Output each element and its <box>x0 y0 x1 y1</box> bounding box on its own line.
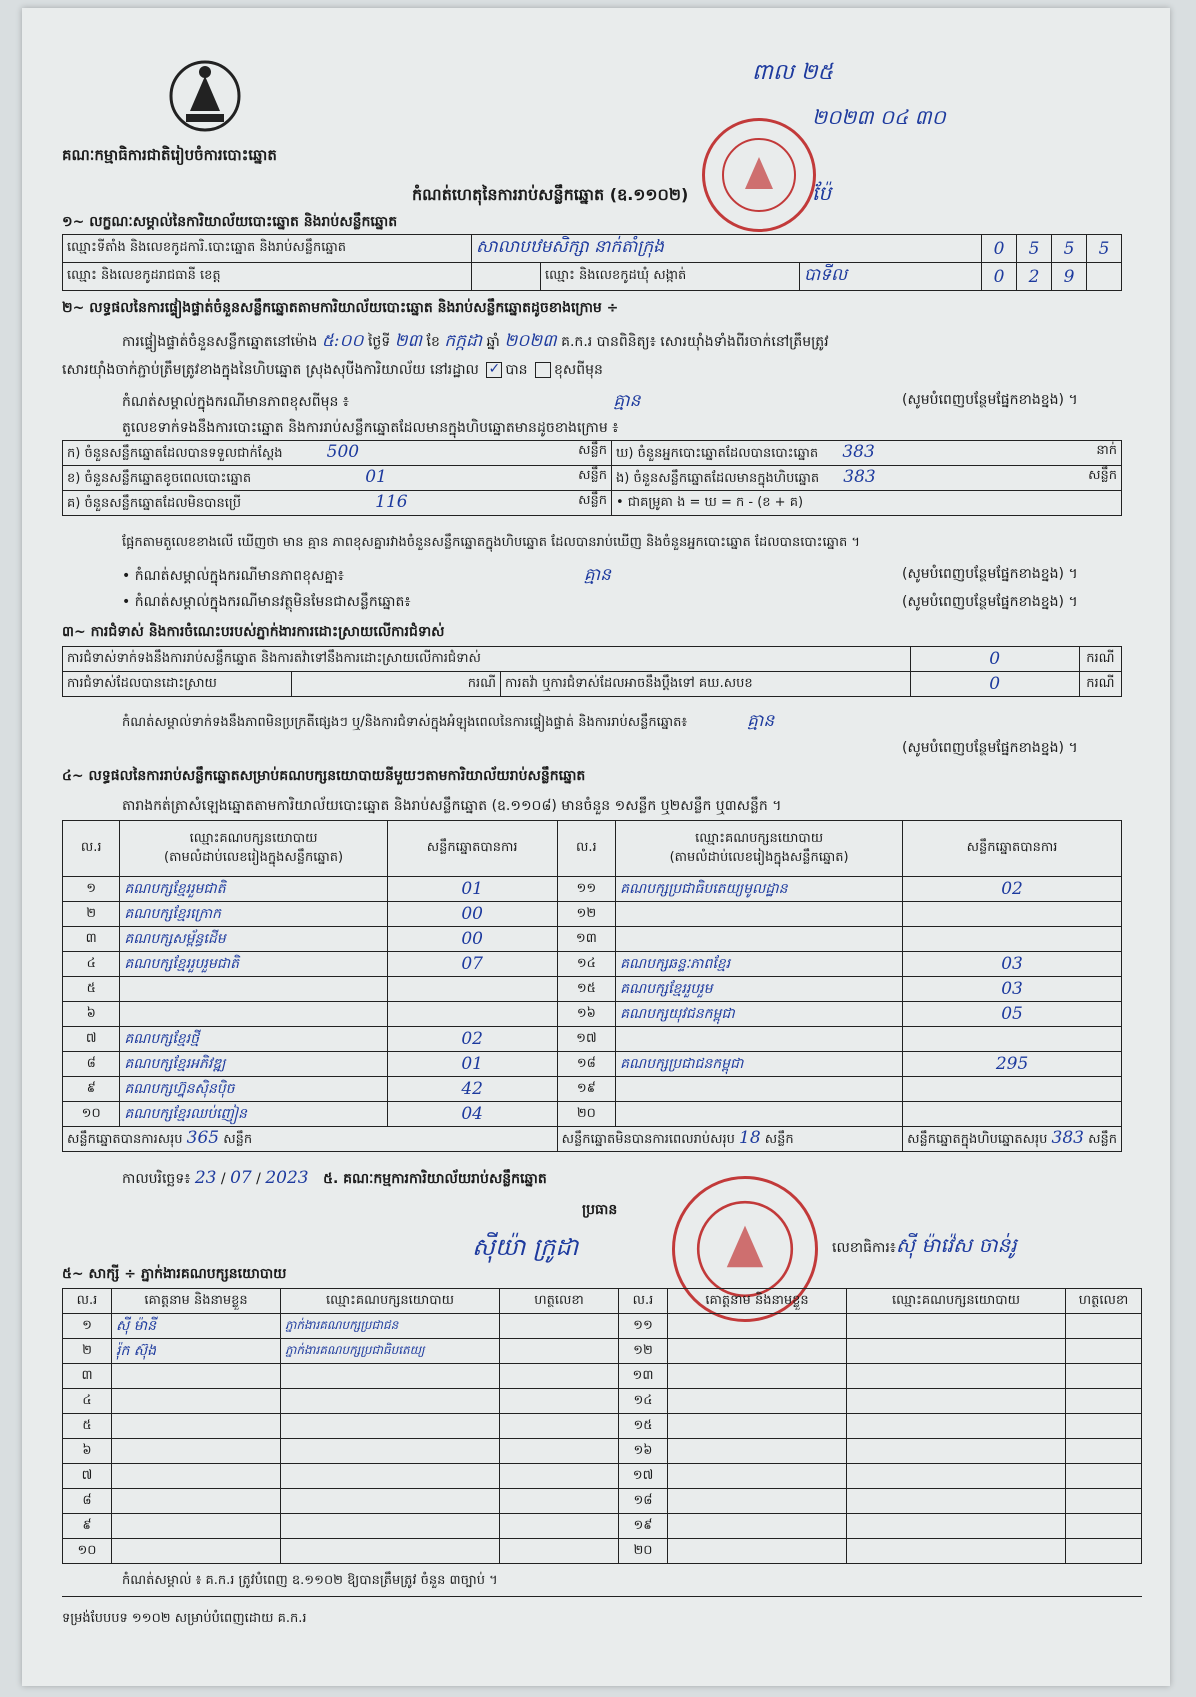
note1-suffix: (សូមបំពេញបន្ថែមផ្នែកខាងខ្នង) ។ <box>902 392 1078 408</box>
witness-signature <box>500 1464 619 1489</box>
witness-name <box>112 1389 281 1414</box>
witness-no: ៣ <box>63 1364 112 1389</box>
secretary: លេខាធិការ៖ស៊ី ម៉ាវ៉េស ចាន់រូ <box>832 1233 1017 1257</box>
note2-suffix: (សូមបំពេញបន្ថែមផ្នែកខាងខ្នង) ។ <box>902 566 1078 582</box>
commune-value: បាទីល <box>800 263 982 291</box>
form-sheet <box>22 8 1170 1686</box>
checkbox-yes[interactable]: ✓ <box>486 362 502 378</box>
witness-party <box>281 1364 500 1389</box>
party-name: គណបក្សខ្មែរឈប់ញៀន <box>120 1102 387 1127</box>
party-votes: 03 <box>903 952 1122 977</box>
section5-title: ៥~ សាក្សី ÷ ភ្នាក់ងារគណបក្សនយោបាយ <box>62 1266 287 1282</box>
witness-row <box>63 1414 1142 1439</box>
witness-no: ១៩ <box>619 1514 668 1539</box>
party-no: ១០ <box>63 1102 120 1127</box>
party-votes: 02 <box>387 1027 557 1052</box>
witness-name <box>112 1489 281 1514</box>
appeal-count: 0 <box>910 672 1079 697</box>
footer-text: ទម្រង់បែបបទ ១១០២ សម្រាប់បំពេញដោយ គ.ក.រ <box>62 1611 307 1626</box>
party-votes: 00 <box>387 927 557 952</box>
witness-no: ៨ <box>63 1489 112 1514</box>
verification-month: កក្កដា <box>444 331 483 351</box>
witness-name <box>112 1364 281 1389</box>
note2: • កំណត់សម្គាល់ក្នុងករណីមានភាពខុសគ្នា៖ គ្មាន <box>122 565 611 585</box>
chair-label: ប្រធាន <box>582 1202 618 1218</box>
party-no: ៦ <box>63 1002 120 1027</box>
witness-row <box>63 1539 1142 1564</box>
count-voters: ឃ) ចំនួនអ្នកបោះឆ្នោតដែលបានបោះឆ្នោត 383 នាក់ <box>612 441 1122 466</box>
commune-code-3: 9 <box>1052 263 1087 291</box>
corner-note: ពាល ២៥ <box>752 60 834 85</box>
witness-party <box>281 1464 500 1489</box>
footer-divider <box>62 1596 1142 1597</box>
total-valid: សន្លឹកឆ្នោតបានការសរុប 365 សន្លឹក <box>63 1127 558 1152</box>
witness-name <box>112 1414 281 1439</box>
objections-table: ការជំទាស់ទាក់ទងនឹងការរាប់សន្លឹកឆ្នោត និងការតវ៉ាទៅនឹងការដោះស្រាយលើការជំទាស់ 0 ករណី ការជំទាស់ដែលបានដោះស្រាយ ករណី ការតវ៉ា ឬការជំទាស់ដែលអាចនឹងប្តឹងទៅ គឃ.សបខ 0 ករណី <box>62 646 1122 697</box>
verification-day: ២៣ <box>394 331 423 351</box>
party-no: ៥ <box>63 977 120 1002</box>
results-table: ល.រ ឈ្មោះគណបក្សនយោបាយ (តាមលំដាប់លេខរៀងក្នុងសន្លឹកឆ្នោត) សន្លឹកឆ្នោតបានការ ល.រ ឈ្មោះគណបក្សនយោបាយ (តាមលំដាប់លេខរៀងក្នុងសន្លឹកឆ្នោត) សន្លឹកឆ្នោតបានការ ១ គណបក្សខ្មែររួមជាតិ 01 ១១ គណបក្សប្រជាធិបតេយ្យមូលដ្ឋាន 02 ២ គណបក្សខ្មែរក្រោក 00 ១២ ៣ គណបក្សសម្ព័ន្ធដើម 00 ១៣ ៤ គណបក្សខ្មែររួបរួមជាតិ 07 ១៤ គណបក្សឆន្ទៈភាពខ្មែរ 03 ៥ ១៥ គណបក្សខ្មែររួបរួម 03 ៦ ១៦ គណបក្សយុវជនកម្ពុជា 05 ៧ គណបក្សខ្មែរថ្មី 02 ១៧ ៨ គណបក្សខ្មែរអភិវឌ្ឍ 01 ១៨ គណបក្សប្រជាជនកម្ពុជា 295 ៩ គណបក្សហ្វ៊ុនស៊ិនប៉ិច 42 ១៩ ១០ គណបក្សខ្មែរឈប់ញៀន 04 ២០ សន្លឹកឆ្នោតបានការសរុប 365 សន្លឹក សន្លឹកឆ្នោតមិនបានការពេលរាប់សរុប 18 សន្លឹក សន្លឹកឆ្នោតក្នុងហិបឆ្នោតសរុប 383 សន្លឹក <box>62 820 1122 1152</box>
party-no: ១៦ <box>557 1002 616 1027</box>
commune-code-1: 0 <box>982 263 1017 291</box>
party-votes: 05 <box>903 1002 1122 1027</box>
party-no: ១២ <box>557 902 616 927</box>
party-no: ៧ <box>63 1027 120 1052</box>
witness-signature <box>500 1314 619 1339</box>
witness-signature <box>500 1364 619 1389</box>
count-spoiled: ខ) ចំនួនសន្លឹកឆ្នោតខូចពេលបោះឆ្នោត 01 សន្លឹក <box>63 466 612 491</box>
witness-name <box>112 1539 281 1564</box>
note1-value: គ្មាន <box>613 391 641 411</box>
verification-year: ២០២៣ <box>504 331 557 351</box>
objection-count: 0 <box>910 647 1079 672</box>
witness-signature <box>500 1414 619 1439</box>
witness-name <box>112 1514 281 1539</box>
party-no: ១៧ <box>557 1027 616 1052</box>
witness-name <box>112 1439 281 1464</box>
witness-no: ១ <box>63 1314 112 1339</box>
site-value: សាលាបឋមសិក្សា នាក់តាំក្រុង <box>472 235 982 263</box>
witness-no: ១៥ <box>619 1414 668 1439</box>
witness-no: ៩ <box>63 1514 112 1539</box>
party-name: គណបក្សសម្ព័ន្ធដើម <box>120 927 387 952</box>
witness-row <box>63 1489 1142 1514</box>
party-votes <box>903 927 1122 952</box>
witness-no: ១៧ <box>619 1464 668 1489</box>
witness-no: ២ <box>63 1339 112 1364</box>
party-votes: 07 <box>387 952 557 977</box>
site-code-1: 0 <box>982 235 1017 263</box>
section2-title: ២~ លទ្ធផលនៃការផ្ទៀងផ្ទាត់ចំនួនសន្លឹកឆ្នោតតាមការិយាល័យបោះឆ្នោត និងរាប់សន្លឹកឆ្នោតដូចខាងក្រោម ÷ <box>62 300 619 316</box>
party-name <box>120 1002 387 1027</box>
section1-table <box>62 234 1122 291</box>
party-name <box>616 927 903 952</box>
party-name <box>616 902 903 927</box>
note1: កំណត់សម្គាល់ក្នុងករណីមានភាពខុសពីមុន ៖ គ្មាន <box>122 391 641 411</box>
count-unused: គ) ចំនួនសន្លឹកឆ្នោតដែលមិនបានប្រើ 116 សន្លឹក <box>63 491 612 516</box>
party-votes: 02 <box>903 877 1122 902</box>
party-no: ៩ <box>63 1077 120 1102</box>
total-in-box: សន្លឹកឆ្នោតក្នុងហិបឆ្នោតសរុប 383 សន្លឹក <box>903 1127 1122 1152</box>
witness-signature <box>500 1389 619 1414</box>
party-no: ១៨ <box>557 1052 616 1077</box>
witness-no: ១៣ <box>619 1364 668 1389</box>
counts-intro: តួលេខទាក់ទងនឹងការបោះឆ្នោត និងការរាប់សន្លឹកឆ្នោតដែលមានក្នុងហិបឆ្នោតមានដូចខាងក្រោម ៖ <box>122 420 619 436</box>
witness-party <box>281 1439 500 1464</box>
party-name: គណបក្សខ្មែររួបរួមជាតិ <box>120 952 387 977</box>
party-votes <box>903 1077 1122 1102</box>
party-no: ៣ <box>63 927 120 952</box>
province-label: ឈ្មោះ និងលេខកូដរាជធានី ខេត្ត <box>63 263 472 291</box>
witness-no: ១១ <box>619 1314 668 1339</box>
party-votes: 42 <box>387 1077 557 1102</box>
section3-title: ៣~ ការជំទាស់ និងការចំណេះបរបស់ភ្នាក់ងារការដោះស្រាយលើការជំទាស់ <box>62 624 445 640</box>
commission-name: គណៈកម្មាធិការជាតិរៀបចំការបោះឆ្នោត <box>62 146 277 164</box>
party-votes: 03 <box>903 977 1122 1002</box>
party-votes: 04 <box>387 1102 557 1127</box>
results-row <box>63 952 1122 977</box>
party-name: គណបក្សយុវជនកម្ពុជា <box>616 1002 903 1027</box>
witness-row <box>63 1464 1142 1489</box>
date-line: កាលបរិច្ឆេទ៖ 23 / 07 / 2023 ៥. គណៈកម្មការការិយាល័យរាប់សន្លឹកឆ្នោត <box>122 1168 547 1188</box>
party-name <box>616 1027 903 1052</box>
party-votes: 01 <box>387 877 557 902</box>
count-received: ក) ចំនួនសន្លឹកឆ្នោតដែលបានទទួលជាក់ស្តែង 500 សន្លឹក <box>63 441 612 466</box>
commune-code-2: 2 <box>1017 263 1052 291</box>
party-name: គណបក្សហ្វ៊ុនស៊ិនប៉ិច <box>120 1077 387 1102</box>
appeal-label: ការតវ៉ា ឬការជំទាស់ដែលអាចនឹងប្តឹងទៅ គឃ.សបខ <box>501 672 911 697</box>
witness-signature <box>500 1489 619 1514</box>
party-no: ៤ <box>63 952 120 977</box>
resolved-label: ការជំទាស់ដែលបានដោះស្រាយ <box>63 672 292 697</box>
compare-text: ផ្អែកតាមតួលេខខាងលើ ឃើញថា មាន គ្មាន ភាពខុសគ្នារវាងចំនួនសន្លឹកឆ្នោតក្នុងហិបឆ្នោត ដែលបានរាប់ឃើញ និងចំនួនអ្នកបោះឆ្នោត ដែលបានបោះឆ្នោត ។ <box>122 535 860 550</box>
counts-table <box>62 440 1122 516</box>
results-row <box>63 1102 1122 1127</box>
witness-no: ១៨ <box>619 1489 668 1514</box>
party-name <box>120 977 387 1002</box>
witness-name <box>112 1464 281 1489</box>
results-row <box>63 1002 1122 1027</box>
party-name <box>616 1102 903 1127</box>
party-votes <box>903 902 1122 927</box>
witness-no: ៥ <box>63 1414 112 1439</box>
site-code-3: 5 <box>1052 235 1087 263</box>
witness-no: ៤ <box>63 1389 112 1414</box>
witness-row <box>63 1514 1142 1539</box>
party-votes: 01 <box>387 1052 557 1077</box>
party-name: គណបក្សឆន្ទៈភាពខ្មែរ <box>616 952 903 977</box>
note3-suffix: (សូមបំពេញបន្ថែមផ្នែកខាងខ្នង) ។ <box>902 594 1078 610</box>
site-label: ឈ្មោះទីតាំង និងលេខកូដការិ.បោះឆ្នោត និងរាប់សន្លឹកឆ្នោត <box>63 235 472 263</box>
witness-party <box>281 1389 500 1414</box>
party-no: ១១ <box>557 877 616 902</box>
witness-name: រ៉ុក ស៊ុង <box>112 1339 281 1364</box>
s3-note-suffix: (សូមបំពេញបន្ថែមផ្នែកខាងខ្នង) ។ <box>902 740 1078 756</box>
party-name: គណបក្សខ្មែរថ្មី <box>120 1027 387 1052</box>
section1-title: ១~ លក្ខណៈសម្គាល់នៃការិយាល័យបោះឆ្នោត និងរាប់សន្លឹកឆ្នោត <box>62 214 398 230</box>
witness-no: ៧ <box>63 1464 112 1489</box>
verification-line: ការផ្ទៀងផ្ទាត់ចំនួនសន្លឹកឆ្នោតនៅម៉ោង ៥:០០ ថ្ងៃទី ២៣ ខែ កក្កដា ឆ្នាំ ២០២៣ គ.ក.រ បានពិនិត្យ៖ សោរយ៉ាំងទាំងពីរចាក់នៅត្រឹមត្រូវ <box>122 331 829 351</box>
party-name: គណបក្សខ្មែររួបរួម <box>616 977 903 1002</box>
count-in-box: ង) ចំនួនសន្លឹកឆ្នោតដែលមានក្នុងហិបឆ្នោត 383 សន្លឹក <box>612 466 1122 491</box>
results-row <box>63 1077 1122 1102</box>
witness-row <box>63 1339 1142 1364</box>
witness-no: ១០ <box>63 1539 112 1564</box>
formula: • ជាគម្រូគា ង = ឃ = ក - (ខ + គ) <box>612 491 1122 516</box>
party-votes <box>903 1027 1122 1052</box>
party-votes: 00 <box>387 902 557 927</box>
party-no: ៨ <box>63 1052 120 1077</box>
witness-no: ២០ <box>619 1539 668 1564</box>
results-row <box>63 902 1122 927</box>
witness-signature <box>500 1339 619 1364</box>
witness-party: ភ្នាក់ងារគណបក្សប្រជាជន <box>281 1314 500 1339</box>
commune-label: ឈ្មោះ និងលេខកូដឃុំ សង្កាត់ <box>541 263 800 291</box>
results-row <box>63 877 1122 902</box>
section4-title: ៤~ លទ្ធផលនៃការរាប់សន្លឹកឆ្នោតសម្រាប់គណបក្សនយោបាយនីមួយៗតាមការិយាល័យរាប់សន្លឹកឆ្នោត <box>62 768 586 784</box>
witness-party: ភ្នាក់ងារគណបក្សប្រជាធិបតេយ្យ <box>281 1339 500 1364</box>
objection-label: ការជំទាស់ទាក់ទងនឹងការរាប់សន្លឹកឆ្នោត និងការតវ៉ាទៅនឹងការដោះស្រាយលើការជំទាស់ <box>63 647 911 672</box>
party-name: គណបក្សខ្មែរក្រោក <box>120 902 387 927</box>
party-name <box>616 1077 903 1102</box>
lock-check-line: សោរយ៉ាំងចាក់ភ្ជាប់ត្រឹមត្រូវខាងក្នុងនៃហិបឆ្នោត ស្រុងសុបីងការិយាល័យ នៅរដ្ឋាល ✓ បាន ខុសពីមុន <box>62 361 603 378</box>
witness-table: ល.រ គោត្តនាម និងនាមខ្លួន ឈ្មោះគណបក្សនយោបាយ ហត្ថលេខា ល.រ គោត្តនាម និងនាមខ្លួន ឈ្មោះគណបក្សនយោបាយ ហត្ថលេខា ១ ស៊ី ម៉ានី ភ្នាក់ងារគណបក្សប្រជាជន ១១ ២ រ៉ុក ស៊ុង ភ្នាក់ងារគណបក្សប្រជាធិបតេយ្យ ១២ ៣ ១៣ ៤ ១៤ ៥ ១៥ ៦ ១៦ ៧ ១៧ ៨ ១៨ ៩ ១៩ ១០ ២០ <box>62 1288 1142 1564</box>
party-name: គណបក្សប្រជាជនកម្ពុជា <box>616 1052 903 1077</box>
checkbox-no[interactable] <box>535 362 551 378</box>
results-row <box>63 1052 1122 1077</box>
party-name: គណបក្សខ្មែររួមជាតិ <box>120 877 387 902</box>
witness-signature <box>500 1539 619 1564</box>
national-emblem-icon <box>162 56 248 138</box>
party-no: ១៣ <box>557 927 616 952</box>
s3-note: កំណត់សម្គាល់ទាក់ទងនឹងភាពមិនប្រក្រតីផ្សេងៗ ឬ/និងការជំទាស់ក្នុងអំឡុងពេលនៃការផ្ទៀងផ្ទាត់ និងការរាប់សន្លឹកឆ្នោត៖ គ្មាន <box>122 711 775 731</box>
witness-party <box>281 1514 500 1539</box>
results-row <box>63 1027 1122 1052</box>
party-name: គណបក្សប្រជាធិបតេយ្យមូលដ្ឋាន <box>616 877 903 902</box>
results-row <box>63 977 1122 1002</box>
chair-signature: ស៊ីយ៉ា ក្រូដា <box>472 1233 579 1261</box>
site-code-2: 5 <box>1017 235 1052 263</box>
party-no: ១៤ <box>557 952 616 977</box>
initials: ប៉ែ <box>812 181 832 205</box>
witness-no: ១៦ <box>619 1439 668 1464</box>
witness-name: ស៊ី ម៉ានី <box>112 1314 281 1339</box>
witness-signature <box>500 1514 619 1539</box>
stamp-date-note: ២០២៣ ០៤ ៣០ <box>812 105 946 129</box>
witness-row <box>63 1364 1142 1389</box>
party-votes <box>387 977 557 1002</box>
official-stamp-top <box>702 118 816 232</box>
party-votes: 295 <box>903 1052 1122 1077</box>
party-no: ១៩ <box>557 1077 616 1102</box>
s4-intro: តារាងកត់ត្រាសំឡេងឆ្នោតតាមការិយាល័យបោះឆ្នោត និងរាប់សន្លឹកឆ្នោត (ឧ.១១០៨) មានចំនួន ១សន្លឹក ឬ២សន្លឹក ឬ៣សន្លឹក ។ <box>122 798 782 814</box>
site-code-4: 5 <box>1087 235 1122 263</box>
form-title: កំណត់ហេតុនៃការរាប់សន្លឹកឆ្នោត (ឧ.១១០២) <box>412 185 689 204</box>
total-invalid: សន្លឹកឆ្នោតមិនបានការពេលរាប់សរុប 18 សន្លឹក <box>557 1127 903 1152</box>
party-no: ២ <box>63 902 120 927</box>
s5-note: កំណត់សម្គាល់ ៖ គ.ក.រ ត្រូវបំពេញ ឧ.១១០២ ឱ្យបានត្រឹមត្រូវ ចំនួន ៣ច្បាប់ ។ <box>122 1573 498 1588</box>
party-name: គណបក្សខ្មែរអភិវឌ្ឍ <box>120 1052 387 1077</box>
witness-row <box>63 1439 1142 1464</box>
party-no: ២០ <box>557 1102 616 1127</box>
witness-no: ៦ <box>63 1439 112 1464</box>
witness-no: ១៤ <box>619 1389 668 1414</box>
verification-time: ៥:០០ <box>321 331 364 351</box>
witness-signature <box>500 1439 619 1464</box>
witness-row <box>63 1314 1142 1339</box>
witness-row <box>63 1389 1142 1414</box>
note3: • កំណត់សម្គាល់ក្នុងករណីមានវត្ថុមិនមែនជាសន្លឹកឆ្នោត៖ <box>122 594 411 610</box>
witness-no: ១២ <box>619 1339 668 1364</box>
party-votes <box>387 1002 557 1027</box>
party-no: ១៥ <box>557 977 616 1002</box>
party-votes <box>903 1102 1122 1127</box>
witness-party <box>281 1489 500 1514</box>
results-row <box>63 927 1122 952</box>
witness-party <box>281 1539 500 1564</box>
party-no: ១ <box>63 877 120 902</box>
witness-party <box>281 1414 500 1439</box>
